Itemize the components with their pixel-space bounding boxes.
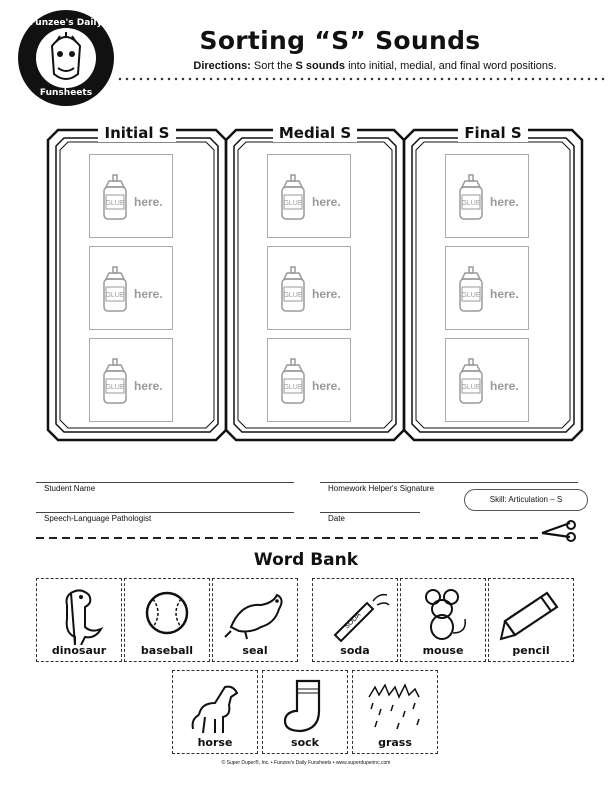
funzee-logo (16, 8, 116, 108)
glue-label: GLUE (105, 200, 125, 207)
directions-text-before: Sort the (253, 60, 293, 72)
page-title: Sorting “S” Sounds (199, 26, 481, 55)
glue-here-text: here. (490, 195, 519, 209)
word-label: mouse (422, 644, 464, 657)
directions (140, 60, 610, 72)
word-card-dinosaur[interactable] (36, 578, 122, 662)
directions-label: Directions: (193, 60, 251, 72)
word-label: baseball (140, 644, 194, 657)
word-card-horse[interactable] (172, 670, 258, 754)
baseball-icon (133, 583, 203, 645)
glue-slot[interactable] (445, 154, 529, 238)
helper-signature-line[interactable] (320, 482, 578, 483)
column-label-text: Initial S (98, 124, 175, 142)
column-label-text: Medial S (273, 124, 357, 142)
grass-icon (361, 675, 431, 737)
word-label: soda (340, 644, 370, 657)
glue-label: GLUE (105, 292, 125, 299)
word-label: pencil (512, 644, 550, 657)
word-card-mouse[interactable] (400, 578, 486, 662)
word-label: grass (378, 736, 412, 749)
column-label-text: Final S (458, 124, 527, 142)
pencil-icon (497, 583, 567, 645)
word-label: seal (242, 644, 268, 657)
column-label (400, 124, 586, 142)
glue-label: GLUE (105, 384, 125, 391)
svg-text:SODA: SODA (343, 611, 363, 631)
skill-badge: Skill: Articulation – S (464, 489, 588, 511)
scissors-icon (540, 517, 578, 543)
slp-line[interactable] (36, 512, 294, 513)
horse-icon (181, 675, 251, 737)
dinosaur-icon (45, 583, 115, 645)
student-name-label: Student Name (44, 484, 96, 493)
sock-icon (271, 675, 341, 737)
glue-label: GLUE (283, 292, 303, 299)
glue-slot[interactable] (445, 246, 529, 330)
soda-icon (321, 583, 391, 645)
word-card-seal[interactable] (212, 578, 298, 662)
glue-slot[interactable] (267, 154, 351, 238)
glue-here-text: here. (312, 195, 341, 209)
student-name-line[interactable] (36, 482, 294, 483)
word-label: dinosaur (51, 644, 107, 657)
helper-signature-label: Homework Helper's Signature (328, 484, 435, 493)
glue-here-text: here. (490, 287, 519, 301)
word-bank-title: Word Bank (253, 550, 359, 570)
word-card-soda[interactable] (312, 578, 398, 662)
date-label: Date (328, 514, 345, 523)
seal-icon (221, 583, 291, 645)
glue-here-text: here. (312, 379, 341, 393)
glue-here-text: here. (134, 195, 163, 209)
word-card-grass[interactable] (352, 670, 438, 754)
glue-here-text: here. (312, 287, 341, 301)
glue-label: GLUE (461, 292, 481, 299)
cut-line (36, 537, 540, 539)
glue-label: GLUE (283, 200, 303, 207)
logo-top-text: Funzee's Daily (29, 18, 103, 28)
directions-bold: S sounds (295, 60, 346, 72)
glue-label: GLUE (283, 384, 303, 391)
footer: © Super Duper®, Inc. • Funzee's Daily Funsheets • www.superduperinc.com (221, 760, 391, 766)
logo-bottom-text: Funsheets (39, 88, 93, 98)
glue-label: GLUE (461, 200, 481, 207)
dotted-divider (118, 76, 606, 82)
date-line[interactable] (320, 512, 420, 513)
glue-slot[interactable] (267, 246, 351, 330)
glue-slot[interactable] (89, 338, 173, 422)
glue-slot[interactable] (89, 246, 173, 330)
glue-here-text: here. (490, 379, 519, 393)
directions-text-after: into initial, medial, and final word positions. (348, 60, 557, 72)
glue-slot[interactable] (89, 154, 173, 238)
word-card-sock[interactable] (262, 670, 348, 754)
glue-here-text: here. (134, 379, 163, 393)
glue-slot[interactable] (267, 338, 351, 422)
word-label: horse (197, 736, 233, 749)
column-label (222, 124, 408, 142)
column-label (44, 124, 230, 142)
slp-label: Speech-Language Pathologist (44, 514, 152, 523)
mouse-icon (409, 583, 479, 645)
word-card-baseball[interactable] (124, 578, 210, 662)
glue-slot[interactable] (445, 338, 529, 422)
word-label: sock (291, 736, 319, 749)
word-card-pencil[interactable] (488, 578, 574, 662)
glue-here-text: here. (134, 287, 163, 301)
glue-label: GLUE (461, 384, 481, 391)
